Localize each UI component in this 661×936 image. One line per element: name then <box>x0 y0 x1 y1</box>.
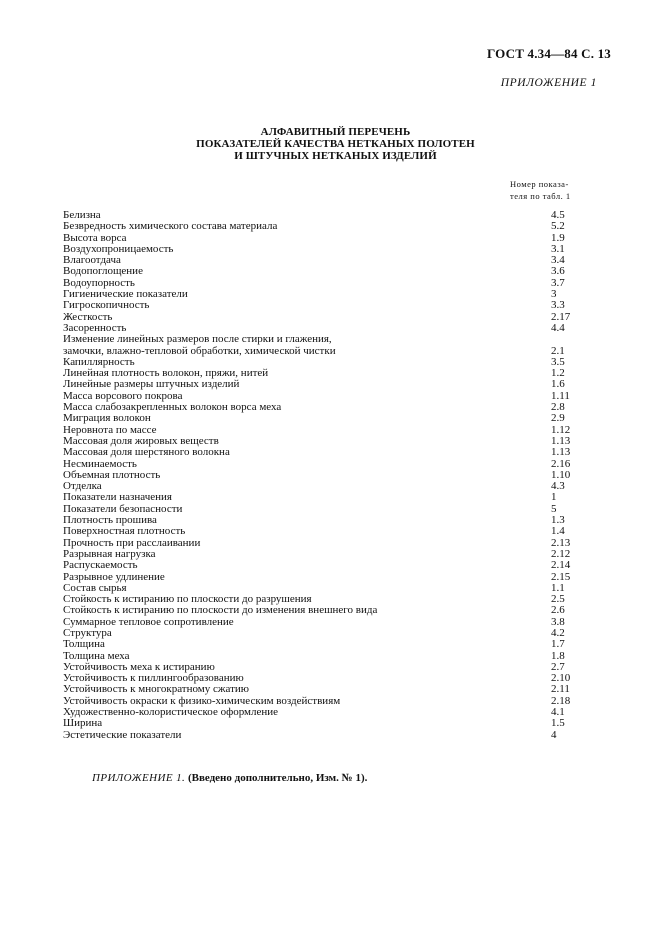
indicator-name: Воздухопроницаемость <box>63 242 174 255</box>
indicator-name: Структура <box>63 626 112 639</box>
indicator-number: 1.9 <box>551 231 565 244</box>
list-item <box>63 221 623 232</box>
indicator-number: 3.3 <box>551 299 565 312</box>
indicator-number: 1.3 <box>551 514 565 527</box>
list-item <box>63 266 623 277</box>
list-item <box>63 526 623 537</box>
indicator-number: 1.2 <box>551 367 565 380</box>
list-item <box>63 730 623 741</box>
indicator-name: Устойчивость к многократному сжатию <box>63 683 249 696</box>
indicator-number: 4 <box>551 728 557 741</box>
column-header-line-1: Номер показа- <box>510 179 569 189</box>
indicator-number: 1.12 <box>551 423 571 436</box>
indicator-number: 4.5 <box>551 209 565 221</box>
appendix-label: ПРИЛОЖЕНИЕ 1 <box>500 77 597 89</box>
indicator-number: 3.8 <box>551 615 565 628</box>
footer-note <box>92 772 367 784</box>
indicator-number: 3.1 <box>551 242 565 255</box>
indicator-name: Безвредность химического состава материала <box>63 220 278 233</box>
indicator-number: 2.17 <box>551 310 571 323</box>
indicator-number: 2.14 <box>551 559 571 572</box>
indicator-number: 2.5 <box>551 593 565 606</box>
indicator-name: Художественно-колористическое оформление <box>63 706 279 719</box>
indicator-name: Стойкость к истиранию по плоскости до разрушения <box>63 593 312 606</box>
indicator-name: Гигиенические показатели <box>63 288 188 301</box>
list-item <box>63 244 623 255</box>
indicator-number: 1.5 <box>551 717 565 730</box>
indicator-number: 2.9 <box>551 412 565 425</box>
title-line-2: ПОКАЗАТЕЛЕЙ КАЧЕСТВА НЕТКАНЫХ ПОЛОТЕН <box>196 138 475 150</box>
indicator-number: 2.7 <box>551 660 565 673</box>
indicator-name: Гигроскопичность <box>63 299 150 312</box>
indicator-number: 4.4 <box>551 321 565 334</box>
indicator-name: Плотность прошива <box>63 514 157 527</box>
indicator-name-continued: замочки, влажно-тепловой обработки, химической чистки <box>63 344 336 357</box>
indicator-number: 3.7 <box>551 276 565 289</box>
indicator-name: Массовая доля шерстяного волокна <box>63 446 230 459</box>
indicator-name: Суммарное тепловое сопротивление <box>63 615 234 628</box>
title-line-3: И ШТУЧНЫХ НЕТКАНЫХ ИЗДЕЛИЙ <box>234 150 437 162</box>
footer-appendix-label: ПРИЛОЖЕНИЕ 1. <box>92 772 186 784</box>
list-item <box>63 413 623 424</box>
indicator-name: Массовая доля жировых веществ <box>63 434 219 447</box>
list-item <box>63 560 623 571</box>
list-item <box>63 300 623 311</box>
indicator-number: 1.7 <box>551 638 565 651</box>
indicator-number: 1.11 <box>551 389 570 402</box>
indicator-name: Отделка <box>63 480 102 493</box>
indicator-name: Капиллярность <box>63 355 135 368</box>
indicator-number: 1.10 <box>551 468 571 481</box>
indicator-name: Влагоотдача <box>63 254 121 267</box>
indicator-number: 2.6 <box>551 604 565 617</box>
indicator-name: Стойкость к истиранию по плоскости до изменения внешнего вида <box>63 604 378 617</box>
indicator-number: 5 <box>551 502 557 515</box>
list-item <box>63 312 623 323</box>
list-item <box>63 549 623 560</box>
indicator-number: 3.4 <box>551 254 565 267</box>
indicator-number: 3.6 <box>551 265 565 278</box>
indicator-name: Разрывное удлинение <box>63 570 165 583</box>
list-item <box>63 334 623 357</box>
indicator-name: Ширина <box>63 717 103 730</box>
list-item <box>63 639 623 650</box>
indicator-name: Состав сырья <box>63 581 127 594</box>
indicator-name: Устойчивость меха к истиранию <box>63 660 215 673</box>
title-line-1: АЛФАВИТНЫЙ ПЕРЕЧЕНЬ <box>260 126 411 138</box>
indicator-name: Линейные размеры штучных изделий <box>63 378 240 391</box>
indicator-number: 2.18 <box>551 694 571 707</box>
indicator-name: Прочность при расслаивании <box>63 536 201 549</box>
indicator-name: Устойчивость окраски к физико-химическим воздействиям <box>63 694 341 707</box>
indicator-name: Засоренность <box>63 321 127 334</box>
indicator-name: Масса слабозакрепленных волокон ворса меха <box>63 401 282 414</box>
indicator-name: Несминаемость <box>63 457 137 470</box>
indicator-number: 2.10 <box>551 672 571 685</box>
indicator-name: Белизна <box>63 209 101 221</box>
indicator-number: 1.4 <box>551 525 565 538</box>
indicator-number: 2.15 <box>551 570 571 583</box>
indicator-number: 3.5 <box>551 355 565 368</box>
indicator-number: 1.13 <box>551 434 571 447</box>
list-item <box>63 447 623 458</box>
list-item <box>63 605 623 616</box>
list-item <box>63 628 623 639</box>
list-item <box>63 707 623 718</box>
indicator-name: Объемная плотность <box>63 468 161 481</box>
indicator-name: Изменение линейных размеров после стирки и глажения, <box>63 333 332 346</box>
indicator-name: Разрывная нагрузка <box>63 547 156 560</box>
footer-amendment-note: (Введено дополнительно, Изм. № 1). <box>187 772 368 784</box>
indicator-name: Толщина <box>63 638 105 651</box>
indicator-name: Высота ворса <box>63 231 127 244</box>
indicator-number: 5.2 <box>551 220 565 233</box>
indicator-number: 2.1 <box>551 344 565 357</box>
indicator-number: 3 <box>551 288 557 301</box>
indicator-number: 2.8 <box>551 401 565 414</box>
indicator-name: Линейная плотность волокон, пряжи, нитей <box>63 367 269 380</box>
indicator-number: 1 <box>551 491 557 504</box>
indicator-number: 4.1 <box>551 706 565 719</box>
indicator-number: 4.3 <box>551 480 565 493</box>
indicator-number: 2.16 <box>551 457 571 470</box>
indicator-number: 4.2 <box>551 626 565 639</box>
list-item <box>63 470 623 481</box>
indicator-name: Поверхностная плотность <box>63 525 186 538</box>
indicator-name: Показатели назначения <box>63 491 172 504</box>
indicator-name: Масса ворсового покрова <box>63 389 183 402</box>
index-list <box>63 210 623 741</box>
indicator-number: 1.8 <box>551 649 565 662</box>
column-header-indicator-number <box>510 178 600 202</box>
indicator-number: 2.12 <box>551 547 571 560</box>
list-item <box>63 572 623 583</box>
document-reference: ГОСТ 4.34—84 С. 13 <box>486 46 611 61</box>
page-title <box>0 126 661 162</box>
indicator-number: 2.13 <box>551 536 571 549</box>
column-header-line-2: теля по табл. 1 <box>510 191 571 201</box>
indicator-number: 1.13 <box>551 446 571 459</box>
list-item <box>63 617 623 628</box>
indicator-name: Жесткость <box>63 310 113 323</box>
indicator-name: Неровнота по массе <box>63 423 157 436</box>
indicator-number: 2.11 <box>551 683 570 696</box>
indicator-number: 1.1 <box>551 581 565 594</box>
indicator-name: Водопоглощение <box>63 265 143 278</box>
indicator-name: Водоупорность <box>63 276 135 289</box>
indicator-name: Миграция волокон <box>63 412 151 425</box>
list-item <box>63 255 623 266</box>
indicator-name: Эстетические показатели <box>63 728 182 741</box>
indicator-name: Устойчивость к пиллингообразованию <box>63 672 244 685</box>
indicator-name: Распускаемость <box>63 559 138 572</box>
indicator-name: Показатели безопасности <box>63 502 183 515</box>
indicator-name: Толщина меха <box>63 649 130 662</box>
indicator-number: 1.6 <box>551 378 565 391</box>
list-item <box>63 718 623 729</box>
